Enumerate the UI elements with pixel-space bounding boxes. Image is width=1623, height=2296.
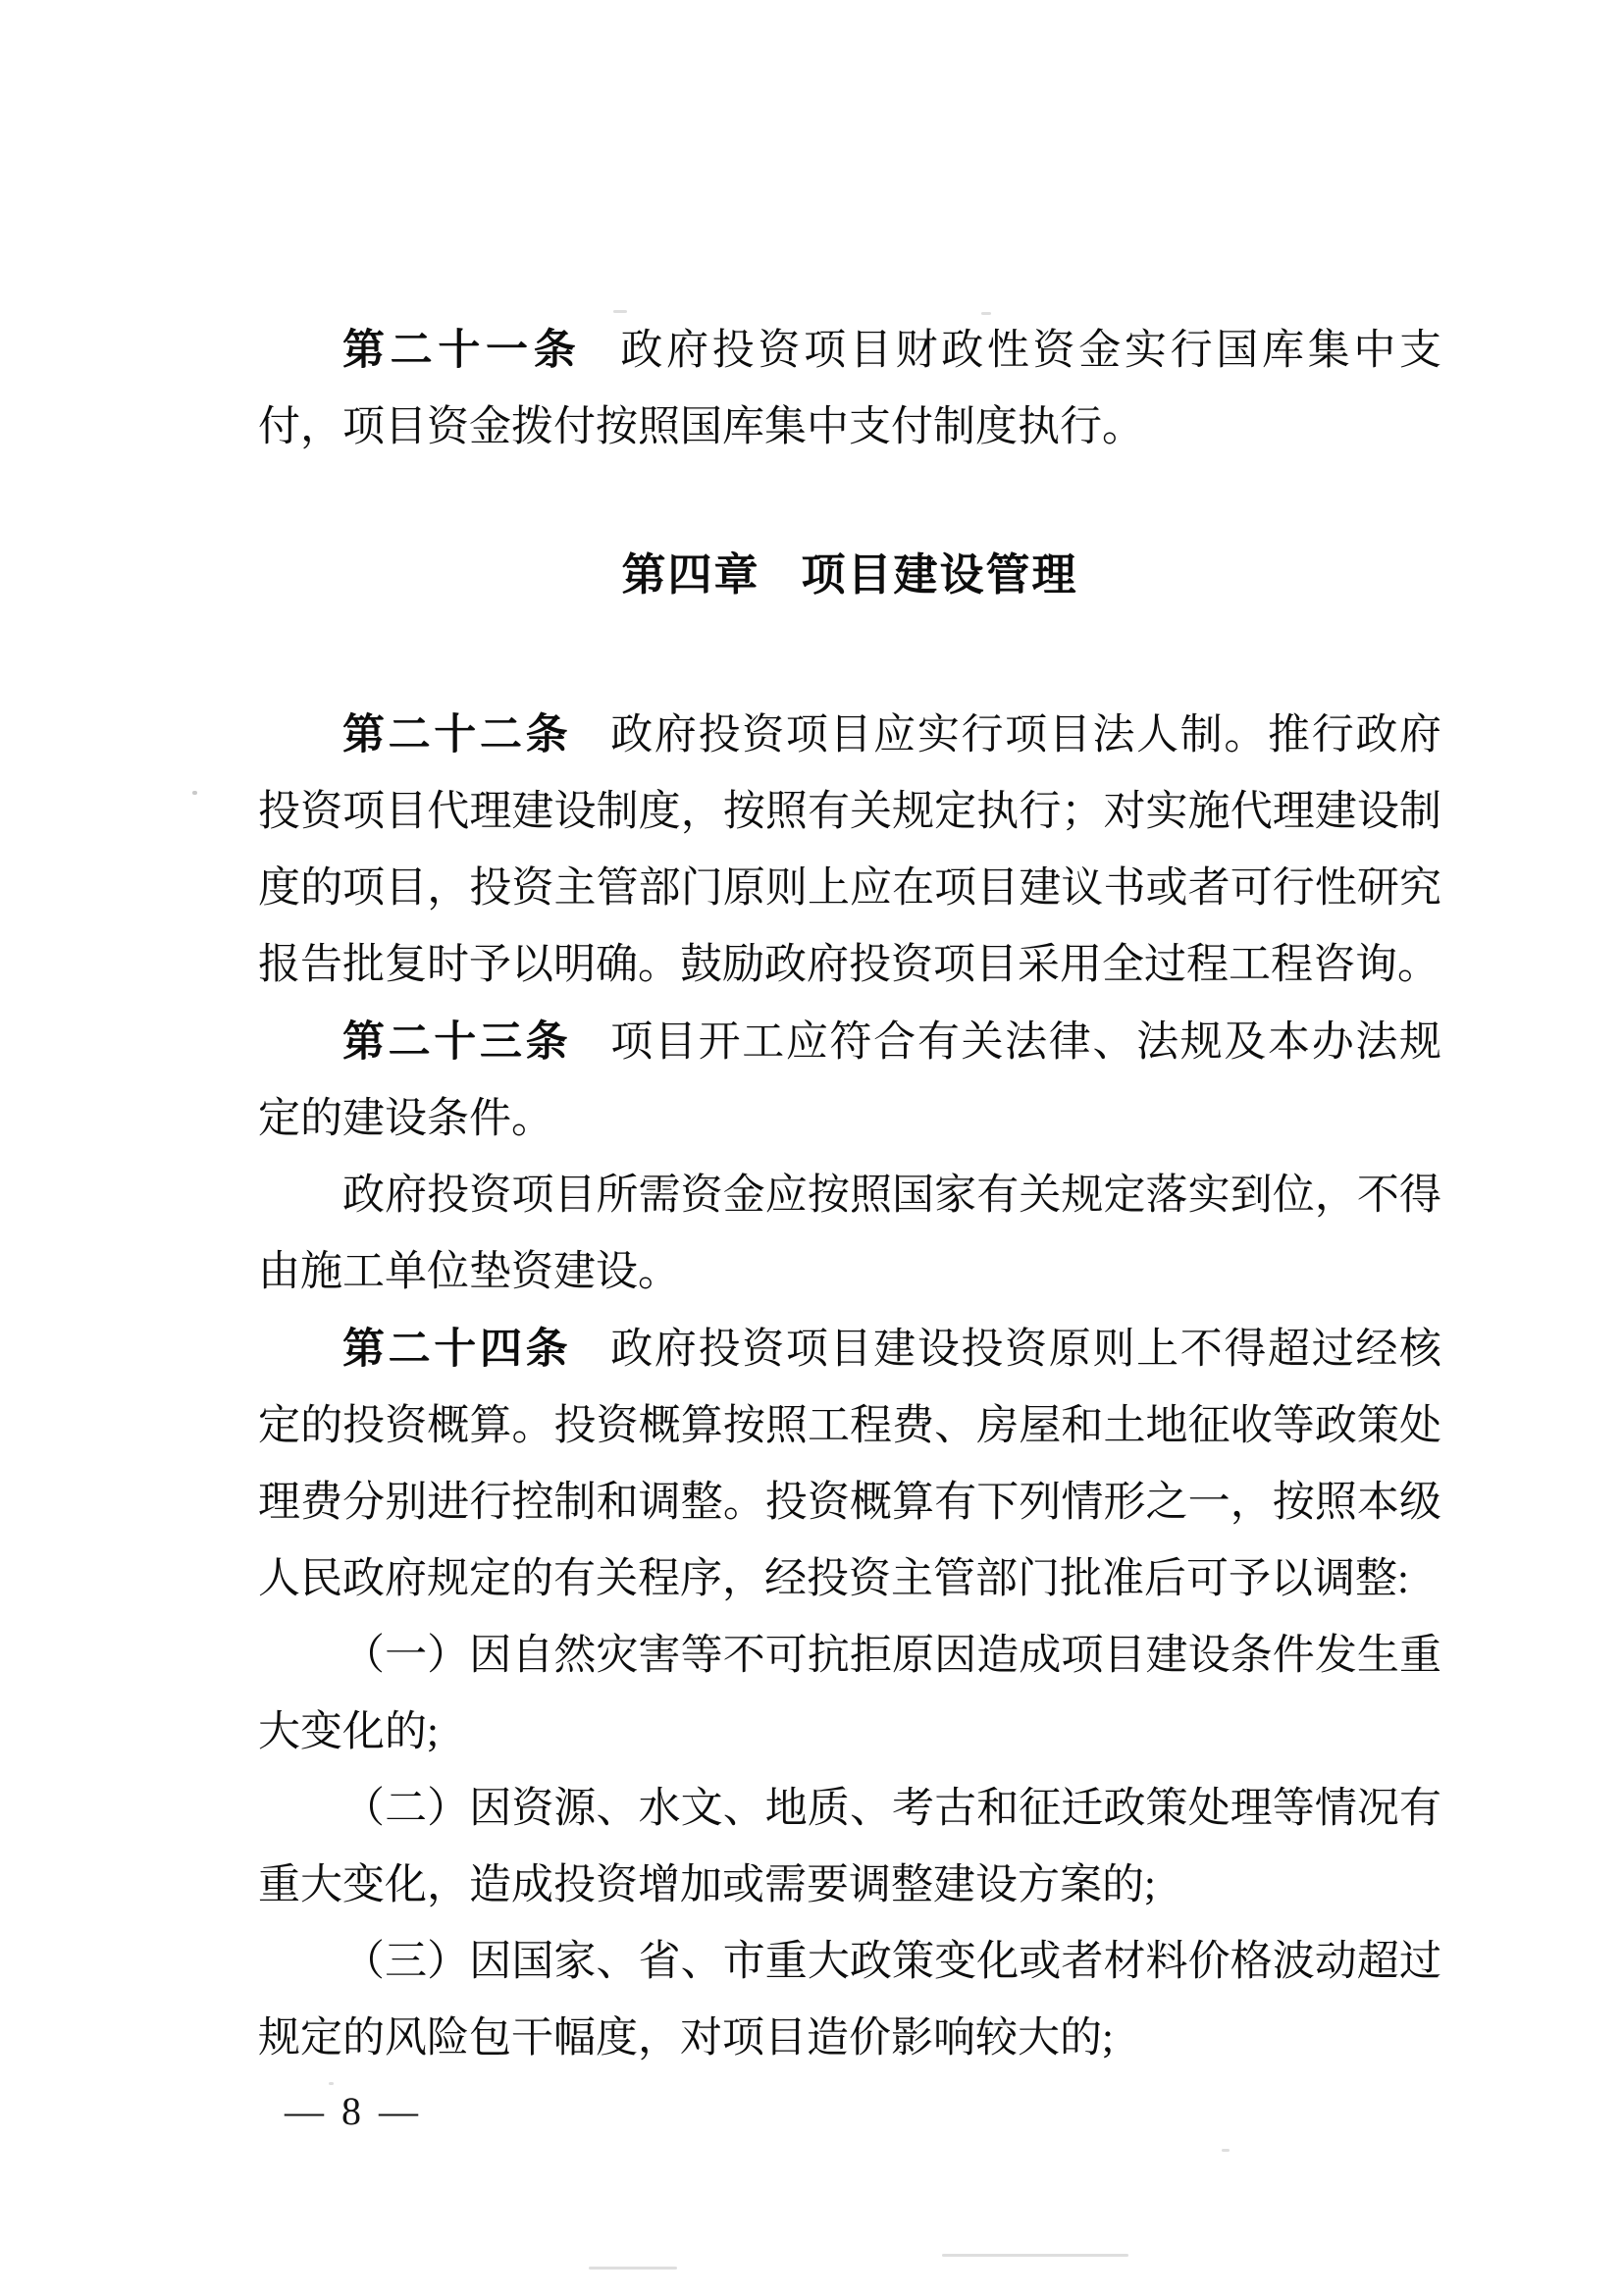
chapter-label: 第四章 xyxy=(621,549,760,600)
article-22-number: 第二十二条 xyxy=(342,711,572,758)
scan-artifact xyxy=(589,2267,677,2270)
article-23-text: 项目开工应符合有关法律、法规及本办法规定的建设条件。 xyxy=(258,1019,1442,1142)
article-24-item-3 xyxy=(258,1924,1441,2077)
article-24-paragraph xyxy=(258,1311,1441,1618)
item-2-text: （二）因资源、水文、地质、考古和征迁政策处理等情况有重大变化，造成投资增加或需要调整建设方案的; xyxy=(258,1786,1441,1908)
article-22-paragraph xyxy=(258,697,1441,1004)
page-content xyxy=(258,312,1441,2077)
scan-artifact xyxy=(942,2254,1128,2257)
article-24-item-2 xyxy=(258,1771,1441,1924)
article-22-text: 政府投资项目应实行项目法人制。推行政府投资项目代理建设制度，按照有关规定执行；对实施代理建设制度的项目，投资主管部门原则上应在项目建议书或者可行性研究报告批复时予以明确。鼓励政府投资项目采用全过程工程咨询。 xyxy=(258,712,1442,988)
page-number: — 8 — xyxy=(285,2089,422,2133)
article-24-text: 政府投资项目建设投资原则上不得超过经核定的投资概算。投资概算按照工程费、房屋和土地征收等政策处理费分别进行控制和调整。投资概算有下列情形之一，按照本级人民政府规定的有关程序，经投资主管部门批准后可予以调整: xyxy=(258,1327,1442,1602)
article-23-para2-text: 政府投资项目所需资金应按照国家有关规定落实到位，不得由施工单位垫资建设。 xyxy=(258,1173,1441,1295)
article-23-number: 第二十三条 xyxy=(342,1018,572,1066)
article-23-paragraph xyxy=(258,1004,1441,1158)
article-23-paragraph-2 xyxy=(258,1158,1441,1311)
article-24-number: 第二十四条 xyxy=(342,1326,572,1373)
item-3-text: （三）因国家、省、市重大政策变化或者材料价格波动超过规定的风险包干幅度，对项目造价影响较大的; xyxy=(258,1939,1441,2061)
scan-artifact xyxy=(613,310,627,313)
scan-artifact xyxy=(1222,2149,1230,2152)
article-21-number: 第二十一条 xyxy=(342,327,582,374)
scan-artifact xyxy=(981,312,991,315)
scan-artifact xyxy=(192,791,197,795)
article-21-text: 政府投资项目财政性资金实行国库集中支付，项目资金拨付按照国库集中支付制度执行。 xyxy=(258,328,1442,450)
item-1-text: （一）因自然灾害等不可抗拒原因造成项目建设条件发生重大变化的; xyxy=(258,1633,1441,1755)
chapter-title: 项目建设管理 xyxy=(801,549,1078,600)
page-footer xyxy=(285,2073,422,2150)
chapter-heading xyxy=(258,537,1441,613)
scan-artifact xyxy=(329,2082,334,2085)
article-24-item-1 xyxy=(258,1618,1441,1771)
article-21-paragraph xyxy=(258,312,1441,466)
